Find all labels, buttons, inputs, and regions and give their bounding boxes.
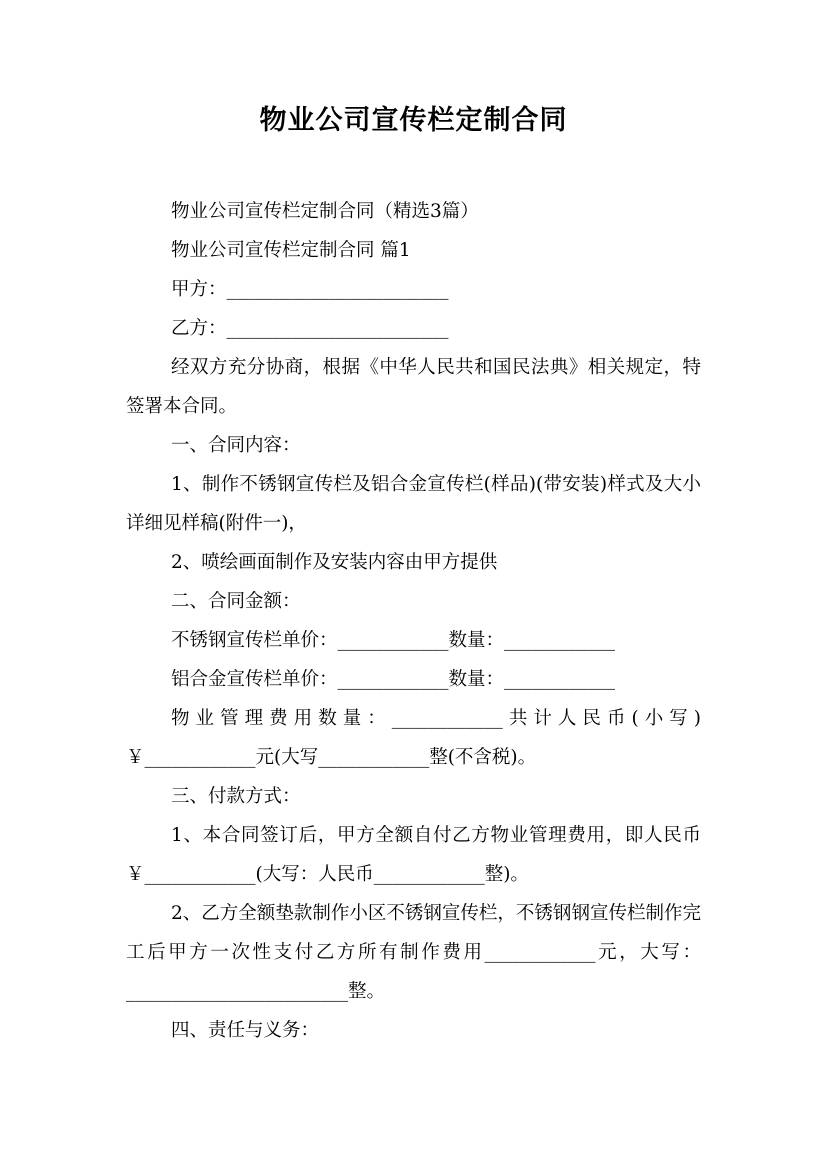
paragraph-party-b: 乙方：________________________	[171, 318, 449, 339]
paragraph-content-item-2: 2、喷绘画面制作及安装内容由甲方提供	[171, 552, 498, 573]
paragraph-management-fee: 物业管理费用数量：____________共计人民币(小写)￥____________元(大写____________整(不含税)。	[126, 708, 701, 768]
paragraph-payment-item-2: 2、乙方全额垫款制作小区不锈钢宣传栏，不锈钢钢宣传栏制作完工后甲方一次性支付乙方所有制作费用____________元，大写：________________________整。	[126, 903, 701, 1002]
heading-contract-amount: 二、合同金额：	[171, 591, 301, 612]
paragraph-preamble: 经双方充分协商，根据《中华人民共和国民法典》相关规定，特签署本合同。	[126, 357, 701, 417]
paragraph-content-item-1: 1、制作不锈钢宣传栏及铝合金宣传栏(样品)(带安装)样式及大小详细见样稿(附件一)，	[126, 474, 701, 534]
heading-contract-content: 一、合同内容：	[171, 435, 301, 456]
heading-payment-method: 三、付款方式：	[171, 786, 301, 807]
document-title: 物业公司宣传栏定制合同	[259, 105, 568, 136]
paragraph-payment-item-1: 1、本合同签订后，甲方全额自付乙方物业管理费用，即人民币￥____________(大写：人民币____________整)。	[126, 825, 701, 885]
paragraph-stainless-price: 不锈钢宣传栏单价：____________数量：____________	[171, 630, 616, 651]
paragraph-aluminum-price: 铝合金宣传栏单价：____________数量：____________	[171, 669, 616, 690]
paragraph-party-a: 甲方：________________________	[171, 279, 449, 300]
paragraph-subtitle: 物业公司宣传栏定制合同（精选3篇）	[171, 201, 479, 222]
heading-responsibilities: 四、责任与义务：	[171, 1020, 320, 1041]
paragraph-section-title: 物业公司宣传栏定制合同 篇1	[171, 240, 411, 261]
document-body	[126, 192, 701, 1050]
